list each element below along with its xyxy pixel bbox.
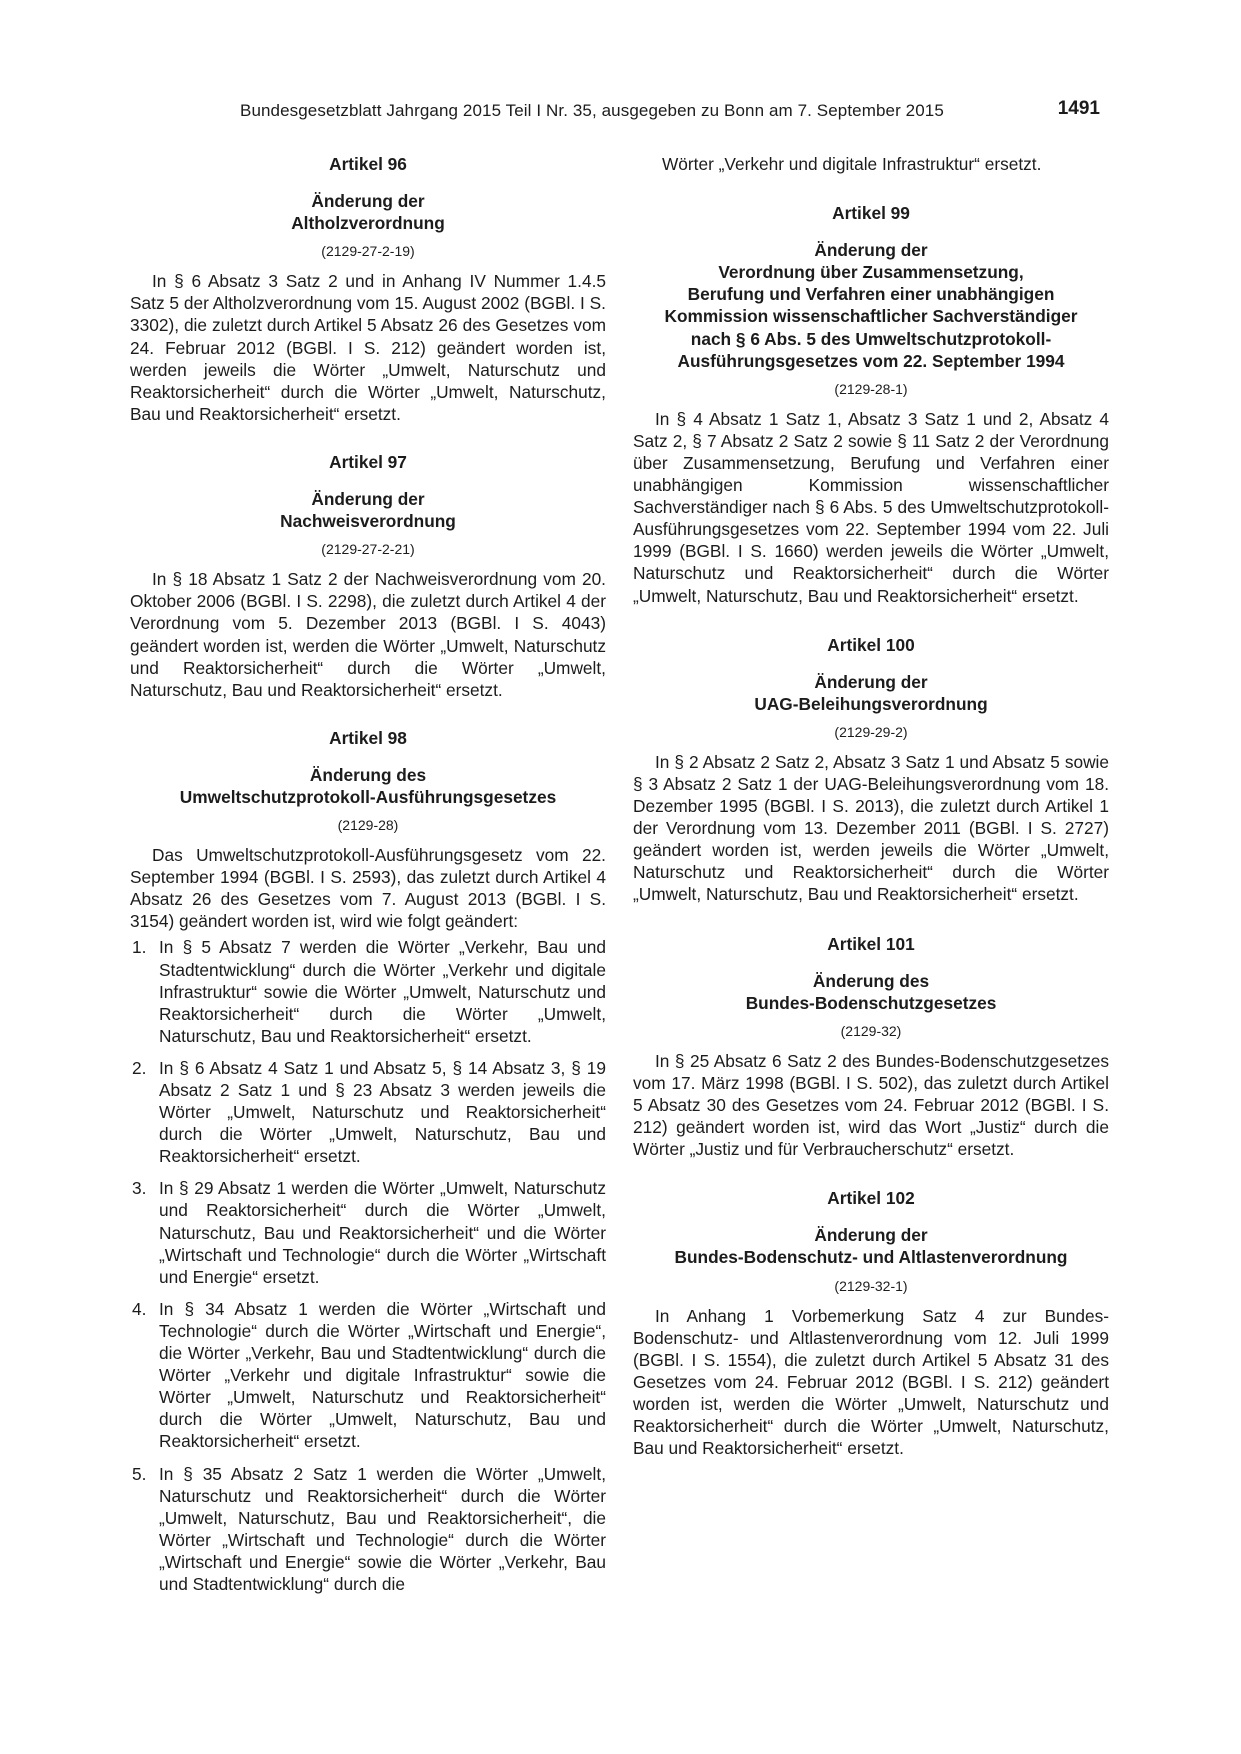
article-number: Artikel 97 xyxy=(329,451,407,472)
list-item-text: In § 5 Absatz 7 werden die Wörter „Verkehr, Bau und Stadtentwicklung“ durch die Wörter „Verkehr und digitale Infrastruktur“ sowie die Wörter „Umwelt, Naturschutz und Reaktorsicherheit“ durch die Wörter „Umwelt, Naturschutz, Bau und Reaktorsicherheit“ ersetzt. xyxy=(159,937,606,1046)
list-item-number: 4. xyxy=(132,1298,147,1319)
article-reference: (2129-28-1) xyxy=(834,380,908,397)
list-item-text: In § 29 Absatz 1 werden die Wörter „Umwelt, Naturschutz und Reaktorsicherheit“ durch die Wörter „Umwelt, Naturschutz, Bau und Reaktorsicherheit“ und die Wörter „Wirtschaft und Technologie“ durch die Wörter „Wirtschaft und Energie“ ersetzt. xyxy=(159,1178,606,1287)
article-text: In § 6 Absatz 3 Satz 2 und in Anhang IV Nummer 1.4.5 Satz 5 der Altholzverordnung vom 15. August 2002 (BGBl. I S. 3302), die zuletzt durch Artikel 5 Absatz 26 des Gesetzes vom 24. Februar 2012 (BGBl. I S. 212) geändert worden ist, werden jeweils die Wörter „Umwelt, Naturschutz und Reaktorsicherheit“ durch die Wörter „Umwelt, Naturschutz, Bau und Reaktorsicherheit“ ersetzt. xyxy=(130,271,606,424)
article-text: In Anhang 1 Vorbemerkung Satz 4 zur Bundes-Bodenschutz- und Altlastenverordnung vom 12. Juli 1999 (BGBl. I S. 1554), die zuletzt durch Artikel 5 Absatz 31 des Gesetzes vom 24. Februar 2012 (BGBl. I S. 212) geändert worden ist, werden die Wörter „Umwelt, Naturschutz und Reaktorsicherheit“ durch die Wörter „Umwelt, Naturschutz, Bau und Reaktorsicherheit“ ersetzt. xyxy=(633,1305,1109,1459)
list-item-number: 5. xyxy=(132,1463,147,1484)
article-96 xyxy=(130,153,606,425)
list-item xyxy=(130,1298,606,1453)
list-item xyxy=(130,1057,606,1167)
list-item-continuation: Wörter „Verkehr und digitale Infrastruktur“ ersetzt. xyxy=(662,154,1042,174)
article-101 xyxy=(633,933,1109,1161)
article-number: Artikel 101 xyxy=(827,933,915,954)
article-98 xyxy=(130,727,606,1595)
list-item-number: 2. xyxy=(132,1057,147,1078)
article-text: In § 2 Absatz 2 Satz 2, Absatz 3 Satz 1 und Absatz 5 sowie § 3 Absatz 2 Satz 1 der UAG-Beleihungsverordnung vom 18. Dezember 1995 (BGBl. I S. 2013), die zuletzt durch Artikel 1 der Verordnung vom 13. Dezember 2011 (BGBl. I S. 2727) geändert worden ist, werden jeweils die Wörter „Umwelt, Naturschutz und Reaktorsicherheit“ durch die Wörter „Umwelt, Naturschutz, Bau und Reaktorsicherheit“ ersetzt. xyxy=(633,751,1109,905)
article-title-line: Änderung des xyxy=(309,764,427,785)
article-102 xyxy=(633,1187,1109,1459)
article-title-line: nach § 6 Abs. 5 des Umweltschutzprotokoll- xyxy=(690,328,1052,349)
article-text: In § 25 Absatz 6 Satz 2 des Bundes-Bodenschutzgesetzes vom 17. März 1998 (BGBl. I S. 502), das zuletzt durch Artikel 5 Absatz 30 des Gesetzes vom 24. Februar 2012 (BGBl. I S. 212) geändert worden ist, wird das Wort „Justiz“ durch die Wörter „Justiz und für Verbraucherschutz“ ersetzt. xyxy=(633,1050,1109,1160)
article-title-line: Umweltschutzprotokoll-Ausführungsgesetzes xyxy=(179,786,557,807)
article-reference: (2129-29-2) xyxy=(834,723,908,740)
article-title-line: Nachweisverordnung xyxy=(280,511,456,532)
article-text: In § 4 Absatz 1 Satz 1, Absatz 3 Satz 1 und 2, Absatz 4 Satz 2, § 7 Absatz 2 Satz 2 sowie § 11 Satz 2 der Verordnung über Zusammensetzung, Berufung und Verfahren einer unabhängigen Kommission wissenschaftlicher Sachverständiger nach § 6 Abs. 5 des Umweltschutzprotokoll-Ausführungsgesetzes vom 22. September 1994 vom 22. Juli 1999 (BGBl. I S. 1660) werden jeweils die Wörter „Umwelt, Naturschutz und Reaktorsicherheit“ durch die Wörter „Umwelt, Naturschutz, Bau und Reaktorsicherheit“ ersetzt. xyxy=(633,408,1109,606)
list-item xyxy=(130,1177,606,1287)
article-title-line: Änderung der xyxy=(311,191,425,212)
article-title-line: Verordnung über Zusammensetzung, xyxy=(718,262,1024,283)
page-header xyxy=(130,100,1100,130)
article-99 xyxy=(633,202,1109,607)
list-item xyxy=(130,936,606,1046)
article-title-line: Änderung der xyxy=(814,240,928,261)
article-reference: (2129-32-1) xyxy=(834,1277,908,1294)
list-item-text: In § 34 Absatz 1 werden die Wörter „Wirtschaft und Technologie“ durch die Wörter „Wirtschaft und Energie“, die Wörter „Verkehr, Bau und Stadtentwicklung“ durch die Wörter „Verkehr und digitale Infrastruktur“ sowie die Wörter „Umwelt, Naturschutz und Reaktorsicherheit“ durch die Wörter „Umwelt, Naturschutz, Bau und Reaktorsicherheit“ ersetzt. xyxy=(159,1298,606,1452)
article-100 xyxy=(633,634,1109,906)
article-title-line: Änderung der xyxy=(814,1225,928,1246)
article-title-line: Altholzverordnung xyxy=(291,213,445,234)
article-number: Artikel 98 xyxy=(329,727,407,748)
article-number: Artikel 99 xyxy=(832,203,910,224)
list-item xyxy=(130,1463,606,1596)
article-title-line: Änderung der xyxy=(814,671,928,692)
article-title-line: Kommission wissenschaftlicher Sachverständiger xyxy=(664,306,1078,327)
article-number: Artikel 96 xyxy=(329,154,407,174)
article-title-line: Ausführungsgesetzes vom 22. September 1994 xyxy=(677,350,1065,371)
list-item-text: In § 6 Absatz 4 Satz 1 und Absatz 5, § 14 Absatz 3, § 19 Absatz 2 Satz 1 und § 23 Absatz 3 werden jeweils die Wörter „Umwelt, Naturschutz und Reaktorsicherheit“ durch die Wörter „Umwelt, Naturschutz, Bau und Reaktorsicherheit“ ersetzt. xyxy=(159,1057,606,1167)
right-column xyxy=(633,153,1109,1459)
amendment-list xyxy=(130,936,606,1595)
list-item-text: In § 35 Absatz 2 Satz 1 werden die Wörter „Umwelt, Naturschutz und Reaktorsicherheit“ durch die Wörter „Umwelt, Naturschutz, Bau und Reaktorsicherheit“, die Wörter „Wirtschaft und Technologie“ durch die Wörter „Wirtschaft und Energie“ sowie die Wörter „Verkehr, Bau und Stadtentwicklung“ durch die xyxy=(159,1463,606,1594)
article-reference: (2129-32) xyxy=(840,1022,902,1039)
article-text: Das Umweltschutzprotokoll-Ausführungsgesetz vom 22. September 1994 (BGBl. I S. 2593), das zuletzt durch Artikel 4 Absatz 26 des Gesetzes vom 7. August 2013 (BGBl. I S. 3154) geändert worden ist, wird wie folgt geändert: xyxy=(130,845,606,932)
article-text: In § 18 Absatz 1 Satz 2 der Nachweisverordnung vom 20. Oktober 2006 (BGBl. I S. 2298), die zuletzt durch Artikel 4 der Verordnung vom 5. Dezember 2013 (BGBl. I S. 4043) geändert worden ist, werden die Wörter „Umwelt, Naturschutz und Reaktorsicherheit“ durch die Wörter „Umwelt, Naturschutz, Bau und Reaktorsicherheit“ ersetzt. xyxy=(130,569,606,700)
left-column xyxy=(130,153,606,1605)
list-item-number: 1. xyxy=(132,937,147,958)
list-item-number: 3. xyxy=(132,1178,147,1199)
page-number: 1491 xyxy=(1057,98,1100,119)
article-number: Artikel 102 xyxy=(827,1188,915,1209)
article-title-line: Bundes-Bodenschutz- und Altlastenverordnung xyxy=(674,1247,1068,1268)
article-title-line: Änderung des xyxy=(812,970,930,991)
article-title-line: Änderung der xyxy=(311,489,425,510)
article-reference: (2129-27-2-19) xyxy=(321,243,415,260)
article-title-line: Bundes-Bodenschutzgesetzes xyxy=(745,992,997,1013)
article-number: Artikel 100 xyxy=(827,634,915,655)
article-97 xyxy=(130,451,606,701)
header-line: Bundesgesetzblatt Jahrgang 2015 Teil I Nr. 35, ausgegeben zu Bonn am 7. September 2015 xyxy=(240,101,944,120)
article-reference: (2129-27-2-21) xyxy=(321,541,415,558)
article-title-line: UAG-Beleihungsverordnung xyxy=(754,693,988,714)
article-title-line: Berufung und Verfahren einer unabhängigen xyxy=(687,284,1055,305)
article-reference: (2129-28) xyxy=(337,817,399,834)
